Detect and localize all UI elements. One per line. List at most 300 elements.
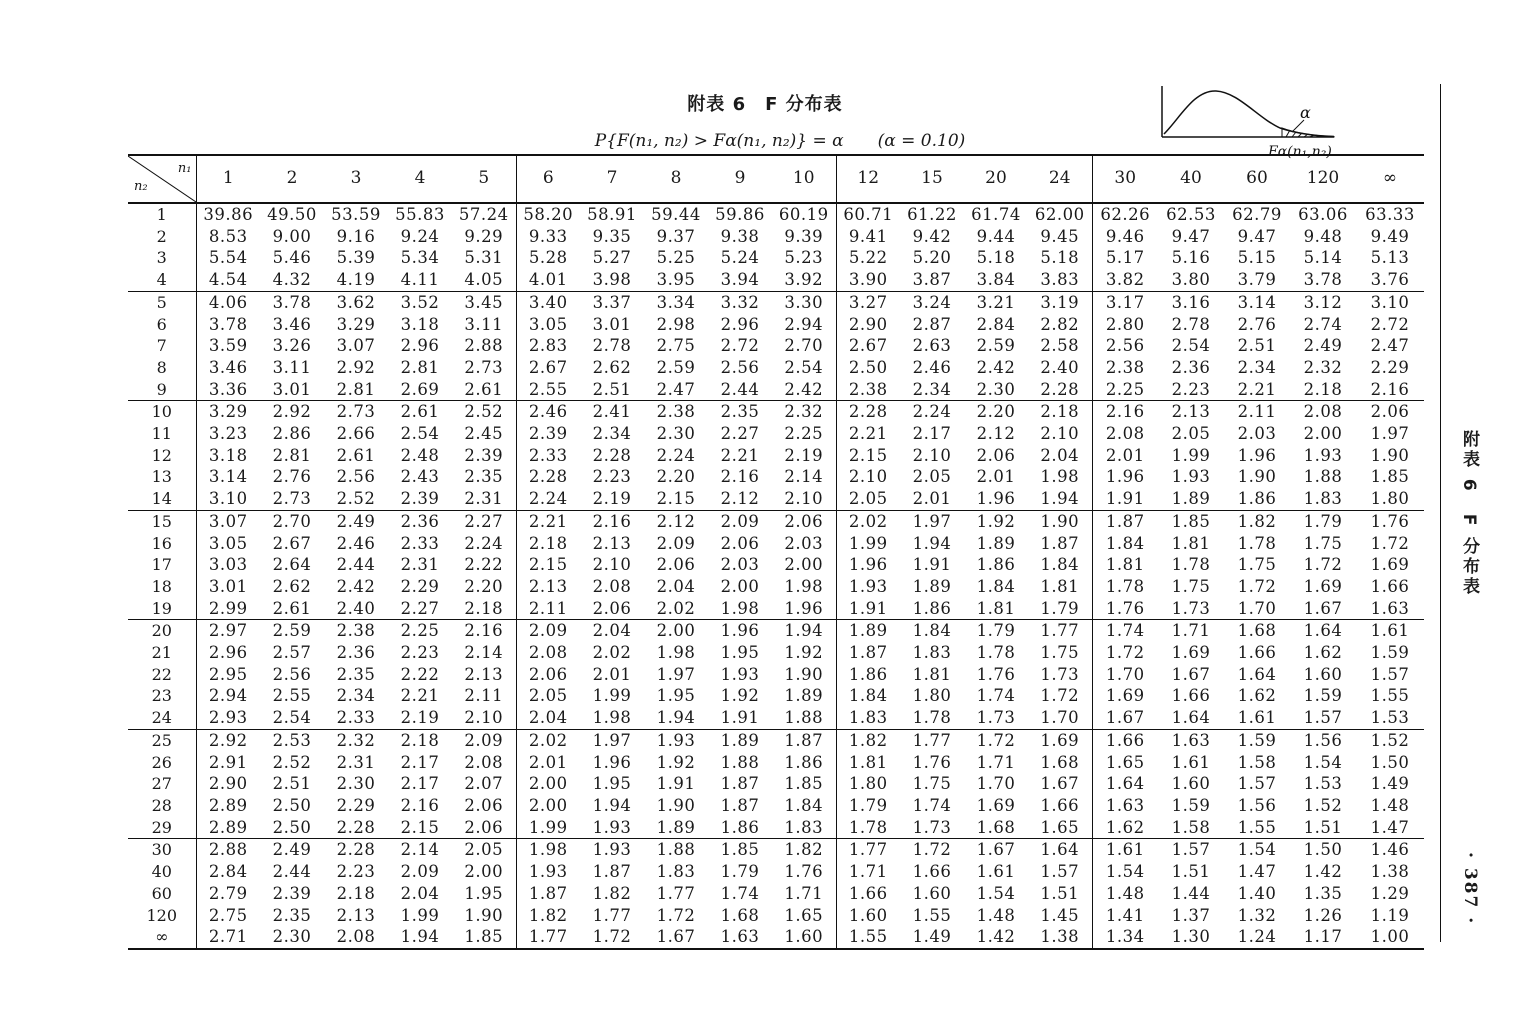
table-cell: 1.37 — [1171, 905, 1211, 925]
table-cell: 1.93 — [1171, 467, 1211, 487]
table-cell: 3.18 — [400, 314, 440, 334]
row-header-n2: 28 — [128, 795, 196, 817]
table-cell: 1.89 — [772, 685, 836, 707]
table-cell: 2.59 — [260, 620, 324, 642]
column-header: 30 — [1092, 155, 1158, 203]
table-cell: 2.87 — [912, 314, 952, 334]
table-cell: 1.58 — [1171, 817, 1211, 837]
table-cell: 62.00 — [1028, 203, 1092, 226]
table-cell: 2.81 — [400, 357, 440, 377]
table-cell: 1.76 — [1105, 598, 1145, 618]
table-cell: 2.44 — [272, 862, 312, 882]
table-cell: 2.15 — [656, 489, 696, 509]
table-cell: 2.09 — [708, 510, 772, 532]
table-cell: 1.72 — [900, 839, 964, 861]
table-cell: 2.06 — [592, 598, 632, 618]
table-cell: 1.83 — [912, 643, 952, 663]
table-cell: 2.79 — [208, 883, 248, 903]
table-cell: 2.28 — [528, 467, 568, 487]
table-cell: 1.62 — [1303, 643, 1343, 663]
table-cell: 2.74 — [1303, 314, 1343, 334]
table-cell: 9.45 — [1028, 226, 1092, 248]
table-cell: 1.90 — [772, 664, 836, 686]
table-cell: 1.73 — [976, 708, 1016, 728]
table-cell: 2.51 — [1237, 336, 1277, 356]
table-cell: 9.38 — [720, 226, 760, 246]
row-header-n2: 60 — [128, 883, 196, 905]
table-cell: 2.33 — [400, 533, 440, 553]
table-row — [128, 314, 1424, 336]
table-cell: 2.12 — [720, 489, 760, 509]
table-cell: 1.85 — [452, 926, 516, 949]
table-cell: 2.84 — [976, 314, 1016, 334]
table-cell: 2.19 — [400, 708, 440, 728]
table-cell: 1.85 — [708, 839, 772, 861]
table-cell: 1.97 — [656, 664, 696, 684]
table-cell: 1.96 — [848, 555, 888, 575]
table-cell: 1.44 — [1171, 883, 1211, 903]
table-cell: 2.13 — [528, 576, 568, 596]
table-cell: 63.33 — [1365, 205, 1415, 224]
table-cell: 2.04 — [656, 576, 696, 596]
table-cell: 3.90 — [848, 270, 888, 290]
table-cell: 62.53 — [1166, 205, 1216, 224]
table-cell: 3.10 — [1356, 291, 1424, 313]
table-cell: 1.62 — [1237, 686, 1277, 706]
table-cell: 3.10 — [208, 489, 248, 509]
table-cell: 3.62 — [324, 291, 388, 313]
table-cell: 9.24 — [400, 226, 440, 246]
table-cell: 2.49 — [324, 510, 388, 532]
table-cell: 2.02 — [656, 598, 696, 618]
table-cell: 2.05 — [848, 489, 888, 509]
table-cell: 1.95 — [592, 774, 632, 794]
table-cell: 1.77 — [900, 729, 964, 751]
table-row — [128, 839, 1424, 861]
column-header: 40 — [1158, 155, 1224, 203]
table-cell: 2.59 — [656, 357, 696, 377]
column-header: 60 — [1224, 155, 1290, 203]
table-cell: 5.18 — [1028, 247, 1092, 269]
table-cell: 2.38 — [1105, 357, 1145, 377]
table-cell: 1.69 — [976, 795, 1016, 815]
table-row — [128, 357, 1424, 379]
table-cell: 2.71 — [196, 926, 260, 949]
table-cell: 2.19 — [772, 445, 836, 467]
table-row — [128, 554, 1424, 576]
table-cell: 2.57 — [272, 643, 312, 663]
table-cell: 9.47 — [1171, 226, 1211, 246]
table-cell: 1.87 — [528, 883, 568, 903]
table-cell: 1.96 — [1105, 467, 1145, 487]
table-cell: 1.74 — [720, 883, 760, 903]
table-cell: 2.23 — [592, 467, 632, 487]
table-cell: 2.38 — [644, 401, 708, 423]
table-cell: 3.46 — [272, 314, 312, 334]
table-cell: 1.80 — [848, 774, 888, 794]
table-cell: 1.63 — [1158, 729, 1224, 751]
table-cell: 1.94 — [388, 926, 452, 949]
table-cell: 2.82 — [1028, 314, 1092, 336]
table-cell: 1.62 — [1105, 817, 1145, 837]
column-header: 24 — [1028, 155, 1092, 203]
page-title: 附表 6 F 分布表 — [687, 94, 843, 115]
table-cell: 1.41 — [1105, 905, 1145, 925]
table-cell: 2.19 — [592, 489, 632, 509]
table-cell: 2.23 — [1171, 379, 1211, 399]
table-cell: 2.54 — [272, 708, 312, 728]
table-row — [128, 664, 1424, 686]
table-cell: 1.72 — [1370, 533, 1410, 553]
table-cell: 5.46 — [272, 248, 312, 268]
table-cell: 2.40 — [336, 598, 376, 618]
table-cell: 1.72 — [656, 905, 696, 925]
table-cell: 2.08 — [452, 752, 516, 774]
table-cell: 3.19 — [1028, 291, 1092, 313]
table-cell: 9.49 — [1370, 226, 1410, 246]
table-row — [128, 488, 1424, 510]
column-header: 1 — [196, 155, 260, 203]
table-cell: 3.34 — [644, 291, 708, 313]
table-cell: 2.86 — [272, 424, 312, 444]
table-cell: 3.45 — [452, 291, 516, 313]
table-cell: 58.91 — [587, 205, 637, 224]
table-cell: 2.12 — [644, 510, 708, 532]
table-cell: 5.24 — [720, 248, 760, 268]
table-cell: 2.78 — [1171, 314, 1211, 334]
table-cell: 1.86 — [720, 817, 760, 837]
table-cell: 2.16 — [452, 620, 516, 642]
table-cell: 2.01 — [912, 489, 952, 509]
table-cell: 2.30 — [336, 774, 376, 794]
table-row — [128, 883, 1424, 905]
table-cell: 1.29 — [1370, 883, 1410, 903]
table-cell: 2.69 — [400, 379, 440, 399]
table-cell: 2.08 — [592, 576, 632, 596]
table-cell: 1.94 — [656, 708, 696, 728]
table-cell: 1.89 — [1171, 489, 1211, 509]
table-cell: 3.07 — [196, 510, 260, 532]
table-cell: 1.99 — [848, 533, 888, 553]
table-cell: 1.76 — [912, 752, 952, 772]
table-cell: 62.26 — [1100, 205, 1151, 224]
table-cell: 2.42 — [336, 576, 376, 596]
table-cell: 1.75 — [1028, 642, 1092, 664]
table-cell: 1.72 — [1237, 576, 1277, 596]
table-row — [128, 401, 1424, 423]
table-cell: 1.89 — [976, 533, 1016, 553]
table-cell: 2.75 — [656, 336, 696, 356]
table-cell: 1.89 — [836, 620, 900, 642]
table-cell: 2.21 — [720, 445, 760, 465]
table-cell: 1.67 — [1028, 773, 1092, 795]
table-cell: 2.01 — [1105, 445, 1145, 465]
table-cell: 2.92 — [260, 401, 324, 423]
table-cell: 1.49 — [1370, 774, 1410, 794]
table-cell: 1.45 — [1028, 905, 1092, 927]
table-cell: 1.55 — [1237, 817, 1277, 837]
table-cell: 2.61 — [272, 598, 312, 618]
table-cell: 2.67 — [272, 533, 312, 553]
table-row — [128, 335, 1424, 357]
table-cell: 9.48 — [1303, 226, 1343, 246]
table-cell: 2.34 — [592, 424, 632, 444]
table-cell: 1.64 — [1105, 774, 1145, 794]
table-cell: 1.72 — [1028, 685, 1092, 707]
table-cell: 1.66 — [1028, 795, 1092, 817]
table-cell: 1.46 — [1356, 839, 1424, 861]
table-cell: 2.28 — [592, 445, 632, 465]
table-cell: 1.78 — [976, 643, 1016, 663]
table-cell: 1.61 — [1171, 752, 1211, 772]
table-cell: 1.84 — [900, 620, 964, 642]
table-cell: 1.65 — [1028, 817, 1092, 839]
table-cell: 2.00 — [644, 620, 708, 642]
row-header-n2: 5 — [128, 291, 196, 313]
table-cell: 59.86 — [715, 205, 765, 224]
table-cell: 3.83 — [1028, 269, 1092, 291]
row-header-n2: 17 — [128, 554, 196, 576]
table-cell: 2.73 — [452, 357, 516, 379]
table-cell: 1.80 — [1370, 489, 1410, 509]
table-cell: 1.67 — [1171, 664, 1211, 684]
table-header-row — [128, 155, 1424, 203]
table-cell: 1.17 — [1290, 926, 1356, 949]
table-row — [128, 269, 1424, 291]
corner-n2-label: n₂ — [134, 179, 148, 195]
table-cell: 3.21 — [964, 291, 1028, 313]
table-cell: 1.77 — [516, 926, 580, 949]
row-header-n2: 16 — [128, 533, 196, 555]
table-cell: 1.74 — [912, 795, 952, 815]
row-header-n2: 23 — [128, 685, 196, 707]
table-row — [128, 576, 1424, 598]
table-cell: 1.48 — [1105, 883, 1145, 903]
table-cell: 2.62 — [272, 576, 312, 596]
table-cell: 3.52 — [388, 291, 452, 313]
table-cell: 62.79 — [1232, 205, 1282, 224]
table-cell: 1.89 — [708, 729, 772, 751]
table-cell: 2.70 — [260, 510, 324, 532]
table-cell: 2.62 — [592, 357, 632, 377]
table-cell: 1.68 — [720, 905, 760, 925]
table-cell: 2.46 — [912, 357, 952, 377]
table-cell: 1.48 — [976, 905, 1016, 925]
table-cell: 1.70 — [976, 774, 1016, 794]
table-cell: 1.87 — [772, 729, 836, 751]
row-header-n2: 12 — [128, 445, 196, 467]
table-cell: 2.96 — [208, 643, 248, 663]
table-cell: 1.24 — [1224, 926, 1290, 949]
table-cell: 2.11 — [1224, 401, 1290, 423]
table-cell: 1.74 — [1092, 620, 1158, 642]
table-cell: 8.53 — [208, 226, 248, 246]
table-cell: 2.92 — [336, 357, 376, 377]
table-cell: 3.01 — [208, 576, 248, 596]
table-cell: 2.27 — [452, 510, 516, 532]
table-cell: 2.38 — [848, 379, 888, 399]
table-cell: 3.92 — [772, 269, 836, 291]
table-cell: 1.87 — [1092, 510, 1158, 532]
table-row — [128, 773, 1424, 795]
table-row — [128, 598, 1424, 620]
table-cell: 3.82 — [1105, 270, 1145, 290]
table-cell: 1.66 — [1092, 729, 1158, 751]
table-cell: 3.11 — [272, 357, 312, 377]
table-cell: 2.75 — [208, 905, 248, 925]
table-cell: 2.33 — [336, 708, 376, 728]
table-cell: 2.96 — [720, 314, 760, 334]
table-cell: 1.81 — [912, 664, 952, 684]
table-cell: 1.42 — [1303, 862, 1343, 882]
table-cell: 2.18 — [1303, 379, 1343, 399]
table-cell: 1.66 — [1171, 686, 1211, 706]
table-cell: 2.24 — [900, 401, 964, 423]
table-cell: 3.78 — [208, 314, 248, 334]
table-cell: 2.30 — [656, 424, 696, 444]
table-cell: 3.23 — [208, 424, 248, 444]
table-row — [128, 926, 1424, 949]
table-cell: 2.73 — [272, 489, 312, 509]
table-row — [128, 247, 1424, 269]
table-cell: 5.34 — [400, 248, 440, 268]
table-cell: 3.32 — [708, 291, 772, 313]
table-cell: 1.57 — [1237, 774, 1277, 794]
table-cell: 2.51 — [272, 774, 312, 794]
table-cell: 2.31 — [400, 555, 440, 575]
table-cell: 1.87 — [1028, 533, 1092, 555]
table-cell: 2.81 — [336, 379, 376, 399]
table-cell: 9.47 — [1237, 226, 1277, 246]
table-cell: 2.08 — [1105, 424, 1145, 444]
table-cell: 1.66 — [1370, 576, 1410, 596]
table-cell: 2.94 — [772, 314, 836, 336]
table-cell: 1.79 — [720, 862, 760, 882]
table-cell: 2.64 — [272, 555, 312, 575]
table-cell: 5.39 — [336, 248, 376, 268]
row-header-n2: 9 — [128, 379, 196, 401]
table-cell: 2.09 — [656, 533, 696, 553]
table-cell: 1.79 — [964, 620, 1028, 642]
table-cell: 2.52 — [452, 401, 516, 423]
table-cell: 2.21 — [516, 510, 580, 532]
table-row — [128, 203, 1424, 226]
table-cell: 2.40 — [1028, 357, 1092, 379]
table-cell: 2.16 — [400, 795, 440, 815]
table-cell: 1.67 — [964, 839, 1028, 861]
table-cell: 1.78 — [1171, 555, 1211, 575]
table-row — [128, 620, 1424, 642]
table-cell: 2.76 — [272, 467, 312, 487]
table-cell: 2.20 — [964, 401, 1028, 423]
table-cell: 2.36 — [388, 510, 452, 532]
table-cell: 1.85 — [1158, 510, 1224, 532]
table-cell: 1.70 — [1237, 598, 1277, 618]
table-cell: 2.05 — [912, 467, 952, 487]
table-cell: 2.55 — [272, 686, 312, 706]
table-cell: 4.05 — [452, 269, 516, 291]
table-cell: 4.11 — [400, 270, 440, 290]
table-cell: 1.67 — [1303, 598, 1343, 618]
table-cell: 60.19 — [772, 203, 836, 226]
row-header-n2: 8 — [128, 357, 196, 379]
table-cell: 1.30 — [1158, 926, 1224, 949]
table-cell: 2.18 — [388, 729, 452, 751]
table-cell: 2.42 — [772, 379, 836, 401]
table-cell: 1.93 — [528, 862, 568, 882]
table-row — [128, 291, 1424, 313]
table-cell: 2.97 — [196, 620, 260, 642]
table-cell: 1.86 — [772, 752, 836, 774]
table-cell: 2.13 — [1158, 401, 1224, 423]
table-cell: 2.00 — [528, 795, 568, 815]
table-cell: 1.83 — [772, 817, 836, 839]
table-cell: 1.72 — [1303, 555, 1343, 575]
table-cell: 1.60 — [848, 905, 888, 925]
table-cell: 2.34 — [912, 379, 952, 399]
table-cell: 59.44 — [651, 205, 701, 224]
table-cell: 1.35 — [1303, 883, 1343, 903]
table-cell: 3.94 — [720, 270, 760, 290]
table-cell: 2.27 — [400, 598, 440, 618]
table-cell: 2.96 — [400, 336, 440, 356]
table-cell: 60.71 — [843, 205, 894, 224]
row-header-n2: 7 — [128, 335, 196, 357]
table-cell: 1.84 — [1028, 554, 1092, 576]
table-cell: 2.00 — [452, 861, 516, 883]
table-cell: 2.42 — [976, 357, 1016, 377]
table-cell: 1.61 — [976, 862, 1016, 882]
table-cell: 1.53 — [1303, 774, 1343, 794]
table-cell: 1.79 — [848, 795, 888, 815]
table-cell: 2.59 — [976, 336, 1016, 356]
table-cell: 2.11 — [528, 598, 568, 618]
table-cell: 1.61 — [1092, 839, 1158, 861]
table-cell: 9.16 — [336, 226, 376, 246]
table-cell: 1.26 — [1303, 905, 1343, 925]
tail-area-hatch — [1282, 128, 1334, 137]
table-cell: 3.01 — [272, 379, 312, 399]
table-cell: 61.22 — [907, 205, 957, 224]
table-cell: 2.09 — [516, 620, 580, 642]
table-cell: 1.74 — [976, 686, 1016, 706]
table-cell: 2.05 — [452, 839, 516, 861]
table-row — [128, 533, 1424, 555]
table-cell: 2.06 — [976, 445, 1016, 465]
table-cell: 2.08 — [528, 643, 568, 663]
table-cell: 2.10 — [772, 488, 836, 510]
table-cell: 2.06 — [1356, 401, 1424, 423]
table-cell: 2.14 — [772, 466, 836, 488]
table-cell: 2.98 — [656, 314, 696, 334]
table-cell: 2.10 — [1028, 423, 1092, 445]
table-cell: 3.30 — [772, 291, 836, 313]
table-cell: 1.83 — [848, 708, 888, 728]
table-cell: 2.14 — [388, 839, 452, 861]
table-cell: 3.46 — [208, 357, 248, 377]
table-cell: 3.79 — [1237, 270, 1277, 290]
table-cell: 2.24 — [656, 445, 696, 465]
table-cell: 1.50 — [1290, 839, 1356, 861]
table-cell: 3.17 — [1092, 291, 1158, 313]
table-cell: 2.06 — [720, 533, 760, 553]
table-cell: 2.10 — [592, 555, 632, 575]
row-header-n2: 120 — [128, 905, 196, 927]
table-cell: 1.75 — [912, 774, 952, 794]
table-cell: 1.98 — [656, 643, 696, 663]
table-cell: 49.50 — [267, 205, 317, 224]
table-cell: 1.87 — [848, 643, 888, 663]
